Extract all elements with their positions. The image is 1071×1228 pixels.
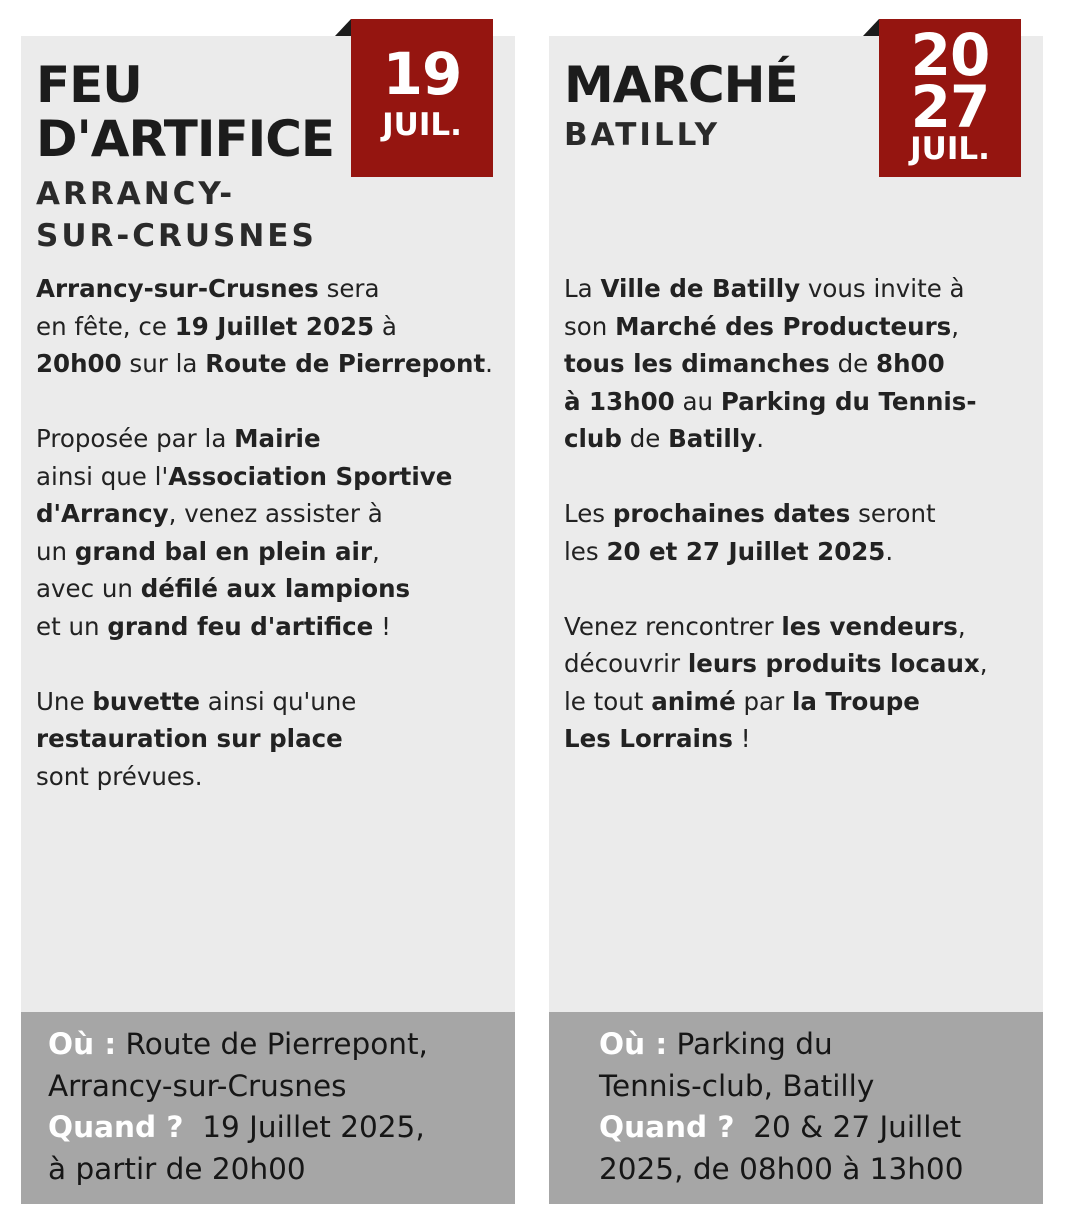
where-value-line2: Tennis-club, Batilly bbox=[599, 1068, 875, 1103]
event-title bbox=[564, 58, 798, 112]
body-text: sur la bbox=[121, 349, 206, 378]
event-card-fireworks bbox=[21, 36, 515, 1204]
description-paragraph bbox=[564, 270, 1034, 458]
highlight-text: défilé aux lampions bbox=[140, 574, 411, 603]
body-text: Proposée par la bbox=[36, 424, 235, 453]
body-text: , bbox=[979, 649, 988, 678]
date-month: JUIL. bbox=[910, 131, 990, 167]
body-text: , bbox=[951, 311, 960, 341]
highlight-text: tous les dimanches bbox=[564, 349, 830, 378]
body-text: à bbox=[374, 311, 397, 341]
where-label: Où : bbox=[48, 1027, 117, 1061]
body-text: au bbox=[674, 386, 721, 416]
body-text: le tout bbox=[564, 686, 652, 716]
highlight-text: Parking du Tennis- bbox=[720, 386, 977, 416]
body-text: Une bbox=[36, 686, 93, 716]
highlight-text: club bbox=[564, 424, 622, 453]
description-paragraph bbox=[564, 495, 1034, 570]
highlight-text: 8h00 bbox=[876, 349, 945, 378]
body-text: son bbox=[564, 311, 616, 341]
event-location-line2: SUR-CRUSNES bbox=[36, 218, 317, 254]
event-location bbox=[36, 173, 317, 257]
event-description bbox=[564, 270, 1034, 795]
body-text: . bbox=[885, 536, 894, 566]
body-text: ainsi qu'une bbox=[199, 686, 357, 716]
date-day: 19 bbox=[382, 40, 462, 108]
info-block bbox=[48, 1024, 428, 1190]
when-value-line1: 19 Juillet 2025, bbox=[183, 1110, 425, 1144]
highlight-text: Route de Pierrepont bbox=[205, 349, 486, 378]
body-text: et un bbox=[36, 611, 108, 641]
body-text: ainsi que l' bbox=[36, 461, 169, 491]
body-text: ! bbox=[732, 724, 751, 753]
body-text: avec un bbox=[36, 574, 141, 603]
body-text: sont prévues. bbox=[36, 761, 203, 791]
date-day-second: 27 bbox=[910, 73, 990, 141]
highlight-text: la Troupe bbox=[791, 686, 920, 716]
event-location bbox=[564, 114, 720, 156]
highlight-text: Les Lorrains bbox=[564, 724, 733, 753]
event-location-line1: ARRANCY- bbox=[36, 176, 236, 212]
event-info-footer bbox=[549, 1012, 1043, 1204]
body-text: de bbox=[621, 424, 669, 453]
highlight-text: Association Sportive bbox=[168, 461, 453, 491]
event-title bbox=[36, 58, 334, 166]
highlight-text: Ville de Batilly bbox=[600, 274, 801, 303]
date-day-first: 20 bbox=[910, 21, 990, 89]
body-text: , venez assister à bbox=[168, 499, 383, 528]
highlight-text: 20 et 27 Juillet 2025 bbox=[606, 536, 886, 566]
highlight-text: 19 Juillet 2025 bbox=[174, 311, 375, 341]
highlight-text: animé bbox=[651, 686, 736, 716]
body-text: seront bbox=[850, 499, 936, 528]
when-value-line2: 2025, de 08h00 à 13h00 bbox=[599, 1151, 964, 1186]
when-value-line1: 20 & 27 Juillet bbox=[734, 1110, 962, 1144]
event-location-line1: BATILLY bbox=[564, 117, 721, 153]
when-label: Quand ? bbox=[48, 1110, 184, 1144]
highlight-text: 20h00 bbox=[36, 349, 122, 378]
highlight-text: Arrancy-sur-Crusnes bbox=[36, 274, 319, 303]
description-paragraph bbox=[36, 270, 506, 383]
highlight-text: Marché des Producteurs bbox=[615, 311, 952, 341]
date-badge bbox=[879, 19, 1021, 177]
body-text: sera bbox=[318, 274, 380, 303]
body-text: de bbox=[829, 349, 877, 378]
body-text: les bbox=[564, 536, 607, 566]
info-block bbox=[599, 1024, 963, 1190]
where-label: Où : bbox=[599, 1027, 668, 1061]
body-text: , bbox=[957, 611, 966, 641]
body-text: ! bbox=[373, 611, 391, 641]
body-text: un bbox=[36, 536, 75, 566]
highlight-text: d'Arrancy bbox=[36, 499, 169, 528]
body-text: vous invite à bbox=[800, 274, 965, 303]
event-description bbox=[36, 270, 506, 833]
highlight-text: grand feu d'artifice bbox=[107, 611, 374, 641]
where-value-line1: Parking du bbox=[667, 1027, 833, 1061]
date-month: JUIL. bbox=[382, 107, 462, 143]
body-text: par bbox=[735, 686, 792, 716]
date-badge bbox=[351, 19, 493, 177]
description-paragraph bbox=[564, 608, 1034, 758]
body-text: en fête, ce bbox=[36, 311, 175, 341]
highlight-text: Mairie bbox=[234, 424, 321, 453]
body-text: La bbox=[564, 274, 601, 303]
event-card-market bbox=[549, 21, 1043, 1204]
highlight-text: grand bal en plein air bbox=[74, 536, 373, 566]
event-title-line1: MARCHÉ bbox=[564, 56, 798, 114]
highlight-text: prochaines dates bbox=[612, 499, 851, 528]
description-paragraph bbox=[36, 683, 506, 796]
event-title-line1: FEU bbox=[36, 56, 142, 114]
body-text: , bbox=[372, 536, 380, 566]
highlight-text: Batilly bbox=[668, 424, 757, 453]
body-text: découvrir bbox=[564, 649, 688, 678]
event-title-line2: D'ARTIFICE bbox=[36, 110, 335, 168]
highlight-text: leurs produits locaux bbox=[687, 649, 980, 678]
highlight-text: restauration sur place bbox=[36, 724, 343, 753]
where-value-line2: Arrancy-sur-Crusnes bbox=[48, 1068, 347, 1103]
where-value-line1: Route de Pierrepont, bbox=[116, 1027, 428, 1061]
body-text: . bbox=[485, 349, 493, 378]
highlight-text: les vendeurs bbox=[781, 611, 958, 641]
body-text: Les bbox=[564, 499, 613, 528]
body-text: . bbox=[756, 424, 764, 453]
description-paragraph bbox=[36, 420, 506, 645]
highlight-text: buvette bbox=[92, 686, 200, 716]
when-label: Quand ? bbox=[599, 1110, 735, 1144]
event-info-footer bbox=[21, 1012, 515, 1204]
highlight-text: à 13h00 bbox=[564, 386, 675, 416]
body-text: Venez rencontrer bbox=[564, 611, 782, 641]
when-value-line2: à partir de 20h00 bbox=[48, 1151, 306, 1186]
